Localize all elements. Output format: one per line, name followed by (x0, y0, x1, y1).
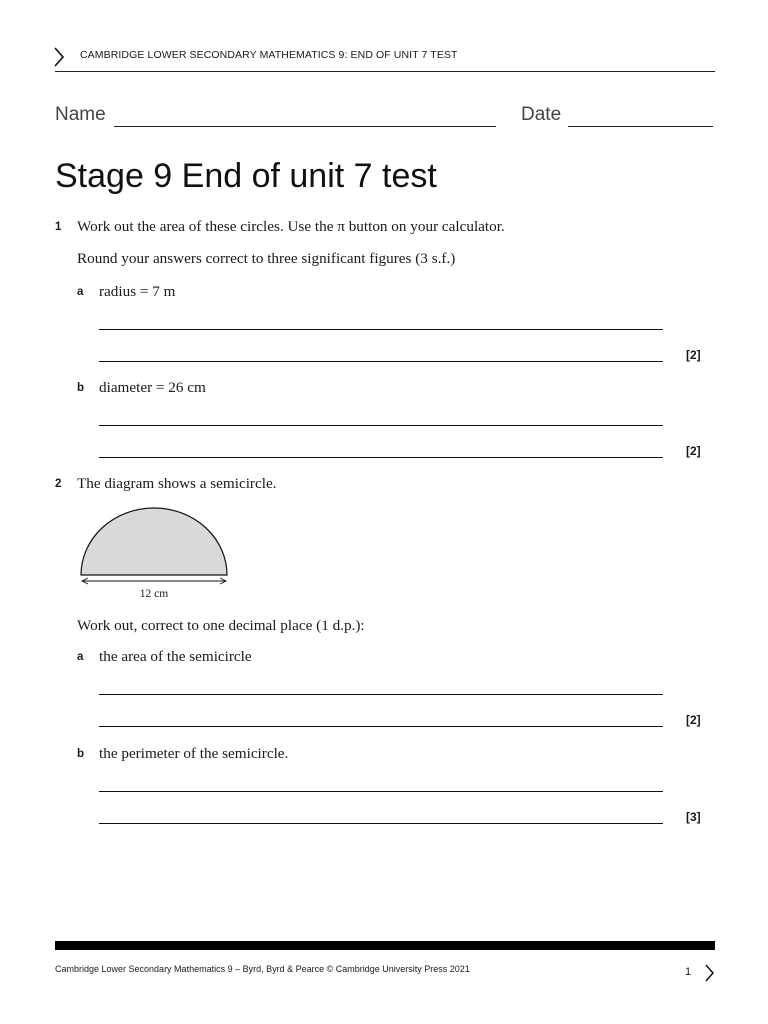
marks-2b: [3] (686, 810, 701, 824)
diameter-label: 12 cm (139, 588, 169, 600)
marks-1b: [2] (686, 444, 701, 458)
marks-1a: [2] (686, 348, 701, 362)
chevron-right-icon (52, 46, 66, 68)
page-title: Stage 9 End of unit 7 test (55, 157, 437, 195)
answer-line-1a-2[interactable] (99, 361, 663, 362)
name-label: Name (55, 104, 106, 125)
date-label: Date (521, 104, 562, 125)
question-1-text: Work out the area of these circles. Use the π button on your calculator. (77, 218, 505, 235)
question-2b-text: the perimeter of the semicircle. (99, 745, 289, 762)
marks-2a: [2] (686, 713, 701, 727)
question-2a-text: the area of the semicircle (99, 648, 252, 665)
answer-line-1b-2[interactable] (99, 457, 663, 458)
footer-bar (55, 941, 715, 950)
question-2-instruction: Work out, correct to one decimal place (1 d.p.): (77, 617, 365, 634)
answer-line-2a-1[interactable] (99, 694, 663, 695)
page-number: 1 (685, 966, 692, 978)
name-field[interactable] (114, 126, 496, 127)
question-2a-letter: a (77, 651, 84, 663)
answer-line-2b-2[interactable] (99, 823, 663, 824)
footer-credit: Cambridge Lower Secondary Mathematics 9 – Byrd, Byrd & Pearce © Cambridge University Press 2021 (55, 964, 470, 974)
question-1-number: 1 (55, 221, 62, 233)
answer-line-2a-2[interactable] (99, 726, 663, 727)
question-1b-letter: b (77, 382, 85, 394)
answer-line-1a-1[interactable] (99, 329, 663, 330)
semicircle-shape (81, 508, 227, 575)
running-header: CAMBRIDGE LOWER SECONDARY MATHEMATICS 9: END OF UNIT 7 TEST (80, 49, 458, 61)
answer-line-1b-1[interactable] (99, 425, 663, 426)
semicircle-diagram (76, 503, 232, 603)
next-page-chevron-icon[interactable] (703, 963, 715, 983)
question-2-number: 2 (55, 478, 62, 490)
question-2-text: The diagram shows a semicircle. (77, 475, 277, 492)
question-1-instruction: Round your answers correct to three significant figures (3 s.f.) (77, 250, 456, 267)
question-1b-text: diameter = 26 cm (99, 379, 206, 396)
header-divider (55, 71, 715, 72)
date-field[interactable] (568, 126, 713, 127)
answer-line-2b-1[interactable] (99, 791, 663, 792)
question-1a-text: radius = 7 m (99, 283, 176, 300)
question-2b-letter: b (77, 748, 85, 760)
question-1a-letter: a (77, 286, 84, 298)
